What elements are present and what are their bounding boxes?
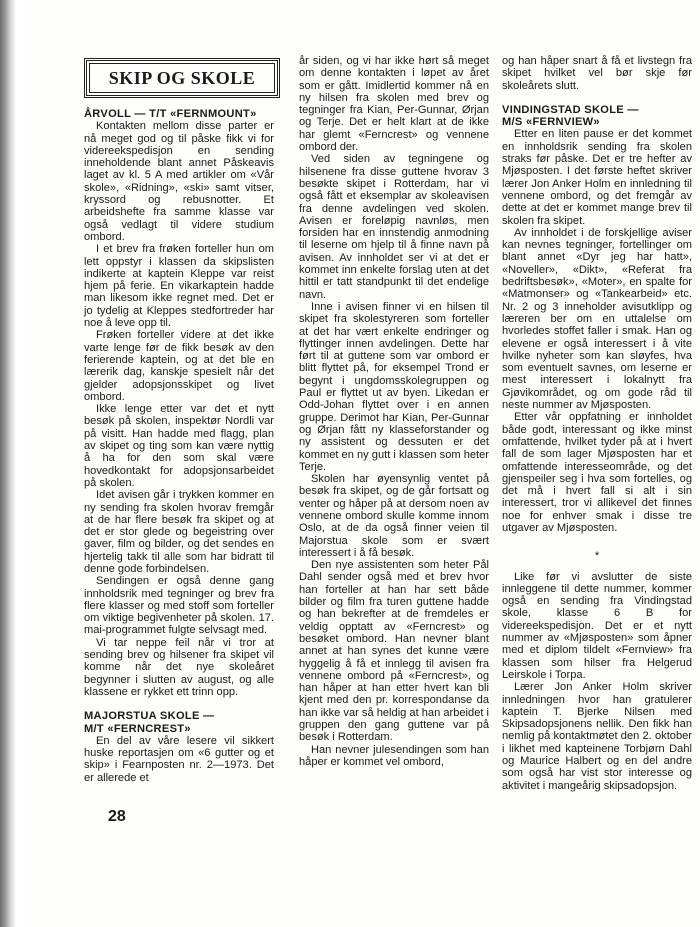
paragraph: Ikke lenge etter var det et nytt besøk på skolen, inspektør Nordli var på visitt. Han hadde med flagg, plan av skipet og ting som kan være nyttig å ha for den som skal være hovedkontakt for adopsjonsarbeidet på skolen. (84, 403, 274, 489)
title-box-inner (89, 63, 275, 93)
paragraph: år siden, og vi har ikke hørt så meget om denne kontakten i løpet av året som er gått. Imidlertid kommer nå en ny hilsen fra skolen med brev og tegninger fra Kian, Per-Gunnar, Ørjan og Terje. Det er helt klart at de ikke har glemt «Ferncrest» og vennene ombord der. (299, 55, 489, 154)
paragraph: og han håper snart å få et livstegn fra skipet hvilket vel bør skje før skoleårets slutt. (502, 55, 692, 92)
paragraph: Like før vi avslutter de siste innleggene til dette nummer, kommer også en sending fra Vindingstad skole, klasse 6 B for videreekspedisjon. Det er et nytt nummer av «Mjøsposten» som åpner med et diplom tildelt «Fernview» fra klassen som hilser fra Helgerud Leirskole i Torpa. (502, 570, 692, 681)
section-heading: M/T «FERNCREST» (84, 722, 191, 735)
spacer (84, 698, 274, 710)
paragraph: Etter en liten pause er det kommet en innholdsrik sending fra skolen straks før påske. Det er tre hefter av Mjøsposten. I det første heftet skriver lærer Jon Anker Holm en innledning til vennene ombord, og det fremgår av dette at det er kommet mange brev til skolen fra skipet. (502, 128, 692, 227)
section-heading: M/S «FERNVIEW» (502, 116, 600, 129)
paragraph: Av innholdet i de forskjellige aviser kan nevnes tegninger, fortellinger om blant annet «Dyr jeg har hatt», «Noveller», «Dikt», «Referat fra bedriftsbesøk», «Moter», en spalte for «Matmonser» og «Tankearbeid» etc. Nr. 2 og 3 inneholder avisutklipp og læreren ber om en uttalelse om hvorledes stoffet faller i smak. Han og elevene er også interessert i å vite hvilke nyheter som kan sløyfes, hva som eventuelt savnes, om leserne er mest interessert i lokalnytt fra Gjøvikområdet, og om gode råd til neste nummer av Mjøsposten. (502, 226, 692, 412)
page-title: SKIP OG SKOLE (108, 67, 256, 88)
section-divider: * (594, 550, 600, 563)
text-column-middle (299, 55, 489, 768)
page-number: 28 (108, 808, 126, 825)
paragraph: Lærer Jon Anker Holm skriver innledningen hvor han gratulerer kaptein T. Bjerke Nilsen med Skipsadopsjonens nellik. Den fikk han nemlig på kontaktmøtet den 2. oktober i likhet med kapteinene Torbjørn Dahl og Maurice Halbert og en del andre som også har vist stor interesse og aktivitet i mangeårig skipsadopsjon. (502, 681, 692, 792)
paragraph: Den nye assistenten som heter Pål Dahl sender også med et brev hvor han forteller at han har sett både bilder og film fra turen guttene hadde og han bekrefter at de fremdeles er veldig opptatt av «Ferncrest» og besøket ombord. Han nevner blant annet at han synes det kunne være hyggelig å få et innlegg til avisen fra vennene ombord på «Ferncrest», og han håper at han etter hvert kan bli kjent med den pr. korrespondanse da han ikke var så heldig at han arbeidet i gruppen den gang guttene var på besøk i Rotterdam. (299, 559, 489, 744)
section-heading: VINDINGSTAD SKOLE — (502, 103, 639, 116)
paragraph: Frøken forteller videre at det ikke varte lenge før de fikk besøk av den ferierende kaptein, og at det ble en lærerik dag, kanskje spesielt når det gjelder adopsjonsskipet og livet ombord. (84, 329, 274, 403)
paragraph: En del av våre lesere vil sikkert huske reportasjen om «6 gutter og et skip» i Fearnposten nr. 2—1973. Det er allerede et (84, 734, 274, 784)
title-box (84, 58, 280, 98)
paragraph: Etter vår oppfatning er innholdet både godt, interessant og ikke minst omfattende, hvilket tyder på at i hvert fall de som lager Mjøsposten har et omfattende interesseområde, og det gjenspeiler seg i hva som fortelles, og det må i hvert fall si alt i sin interessert, tror vi allikevel det finnes noe for enhver smak i disse tre utgaver av Mjøsposten. (502, 411, 692, 534)
paragraph: Ved siden av tegningene og hilsenene fra disse guttene hvorav 3 besøkte skipet i Rotterdam, har vi også fått et eksemplar av skoleavisen fra denne avdelingen ved skolen. Avisen er foreløpig navnløs, men forsiden har en innstendig anmodning til leserne om hjelp til å finne navn på avisen. Av innholdet ser vi at det er kommet inn enkelte forslag uten at det hittil er tatt standpunkt til det endelige navn. (299, 153, 489, 301)
spacer (502, 534, 692, 546)
paragraph: Sendingen er også denne gang innholdsrik med tegninger og brev fra flere klasser og med stoff som forteller om viktige begivenheter på skolen. 17. mai-programmet fulgte selvsagt med. (84, 575, 274, 637)
text-column-right (502, 55, 692, 792)
spacer (502, 92, 692, 104)
paragraph: Han nevner julesendingen som han håper er kommet vel ombord, (299, 743, 489, 768)
magazine-page (24, 0, 700, 927)
paragraph: Kontakten mellom disse parter er nå meget god og til påske fikk vi for videreekspedisjon en sending inneholdende blant annet Påskeavis laget av kl. 5 A med artikler om «Vår skole», «Ridning», «ski» samt vitser, kryssord og rebusnotter. Et arbeidshefte fra samme klasse var også vedlagt til videre studium ombord. (84, 120, 274, 243)
page-edge-shadow (0, 0, 16, 927)
paragraph: Vi tar neppe feil når vi tror at sending brev og hilsener fra skipet vil komme når det nye skoleåret begynner i slutten av august, og alle klassene er rykket ett trinn opp. (84, 636, 274, 698)
paragraph: I et brev fra frøken forteller hun om lett oppstyr i klassen da skipslisten indikerte at kaptein Kleppe var reist hjem på ferie. En vikarkaptein hadde man likesom ikke regnet med. Det er jo tydelig at Kleppes stedfortreder har noe å leve opp til. (84, 243, 274, 330)
section-heading: MAJORSTUA SKOLE — (84, 710, 215, 723)
paragraph: Skolen har øyensynlig ventet på besøk fra skipet, og de går fortsatt og venter og håper på at dersom noen av vennene ombord skulle komme innom Oslo, at de da også finner veien til Majorstua skole som er svært interessert i å få besøk. (299, 473, 489, 559)
paragraph: Inne i avisen finner vi en hilsen til skipet fra skolestyreren som forteller at det har vært enkelte endringer og flyttinger innen avdelingen. Dette har ført til at guttene som var ombord er blitt flyttet på, for eksempel Trond er begynt i ungdomsskolegruppen og Paul er flyttet ut av byen. Likedan er Odd-Johan flyttet over i en annen gruppe. Derimot har Kian, Per-Gunnar og Ørjan fått ny klasseforstander og ny assistent og dessuten er det kommet en ny gutt i klassen som heter Terje. (299, 300, 489, 473)
text-column-left (84, 108, 274, 784)
section-heading: ÅRVOLL — T/T «FERNMOUNT» (84, 108, 257, 120)
paragraph: Idet avisen går i trykken kommer en ny sending fra skolen hvorav fremgår at de har flere besøk fra skipet og at det er stor glede og begeistring over gaver, film og bilder, og det sendes en hjertelig takk til alle som har bidratt til denne gode forbindelsen. (84, 489, 274, 575)
